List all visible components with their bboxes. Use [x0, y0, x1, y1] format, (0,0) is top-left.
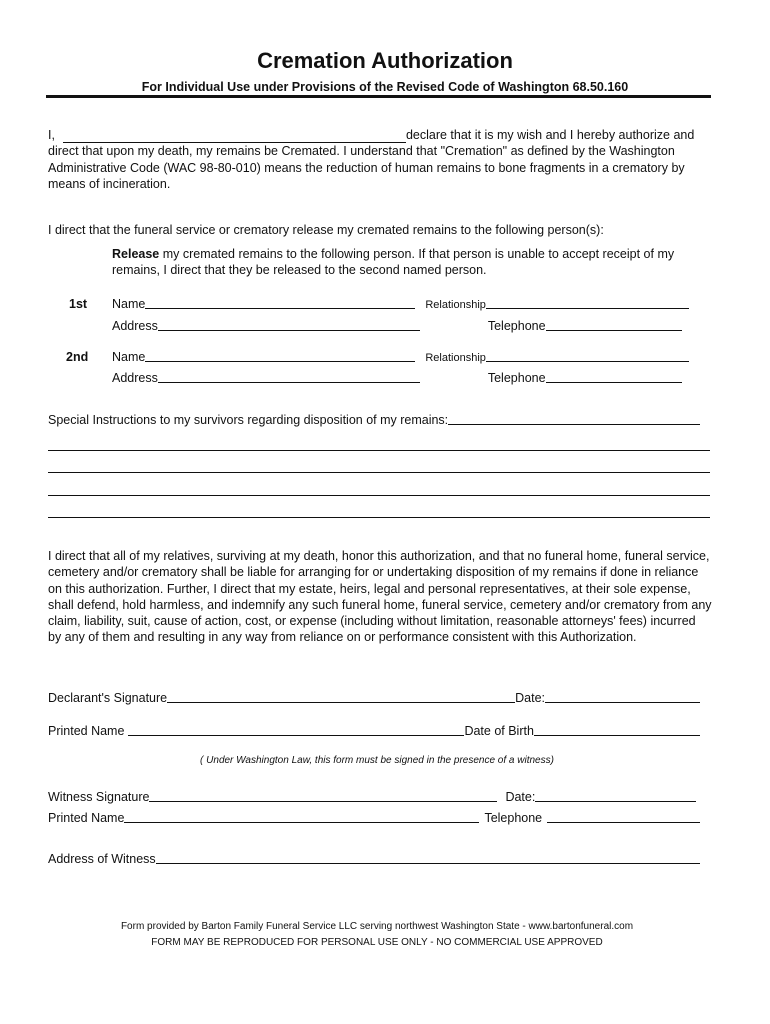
special-instructions-line-4[interactable] [48, 517, 710, 518]
witness-telephone-field[interactable] [547, 810, 700, 823]
release-instruction-text: my cremated remains to the following person. If that person is unable to accept receipt of my remains, I direct that they be released to the second named person. [112, 247, 675, 278]
declarant-printed-name-field[interactable] [128, 723, 464, 736]
footer-reproduction-notice: FORM MAY BE REPRODUCED FOR PERSONAL USE ONLY - NO COMMERCIAL USE APPROVED [151, 937, 603, 948]
witness-telephone-label: Telephone [484, 811, 543, 825]
person-2-relationship-field[interactable] [486, 349, 689, 362]
person-2-name-label: Name [112, 350, 146, 364]
witness-printed-name-label: Printed Name [48, 811, 125, 825]
person-2-address-row [112, 370, 682, 385]
release-bold-word: Release [112, 247, 160, 261]
witness-note: ( Under Washington Law, this form must be signed in the presence of a witness) [200, 755, 554, 766]
witness-address-row [48, 851, 700, 866]
special-instructions-label: Special Instructions to my survivors regarding disposition of my remains: [48, 413, 449, 427]
person-2-telephone-label: Telephone [487, 371, 546, 385]
special-instructions-line-2[interactable] [48, 472, 710, 473]
person-1-address-field[interactable] [158, 318, 420, 331]
indemnity-paragraph: I direct that all of my relatives, surviving at my death, honor this authorization, and that no funeral home, funeral service, cemetery and/or crematory shall be liable for arranging for or undertaking disposition of my remains if done in reliance on this authorization. Further, I direct that my estate, heirs, legal and personal representatives, at their sole expense, shall defend, hold harmless, and indemnify any such funeral home, funeral service, cemetery and/or crematory from any claim, liability, suit, cause of action, cost, or expense (including without limitation, reasonable attorneys' fees) incurred by any of them and resulting in any way from reliance on or performance consistent with this Authorization. [48, 549, 712, 645]
witness-date-label: Date: [505, 790, 536, 804]
declaration-prefix: I, [48, 128, 55, 142]
person-2-address-label: Address [112, 371, 158, 385]
person-2-name-row [66, 349, 689, 364]
witness-date-field[interactable] [535, 789, 696, 802]
special-instructions-field[interactable] [448, 412, 700, 425]
declarant-signature-row [48, 690, 700, 705]
footer-provided-by: Form provided by Barton Family Funeral Service LLC serving northwest Washington State - www.bartonfuneral.com [120, 921, 634, 932]
person-1-address-row [112, 318, 682, 333]
date-of-birth-field[interactable] [534, 723, 700, 736]
person-1-telephone-label: Telephone [487, 319, 546, 333]
declarant-signature-label: Declarant's Signature [48, 691, 168, 705]
person-1-relationship-field[interactable] [486, 296, 689, 309]
form-title: Cremation Authorization [257, 48, 513, 73]
person-1-ordinal: 1st [69, 297, 88, 311]
special-instructions-line-3[interactable] [48, 495, 710, 496]
person-1-telephone-field[interactable] [546, 318, 682, 331]
declaration-line1-suffix: declare that it is my wish and I hereby authorize and [405, 128, 695, 142]
witness-printed-name-row [48, 810, 700, 825]
person-1-relationship-label: Relationship [425, 299, 486, 311]
witness-signature-label: Witness Signature [48, 790, 150, 804]
person-1-address-label: Address [112, 319, 158, 333]
person-2-telephone-field[interactable] [546, 370, 682, 383]
header-divider [46, 95, 711, 98]
declarant-signature-field[interactable] [167, 690, 515, 703]
declarant-date-field[interactable] [545, 690, 700, 703]
declarant-printed-name-label: Printed Name [48, 724, 125, 738]
declaration-paragraph [48, 127, 712, 192]
witness-signature-field[interactable] [149, 789, 497, 802]
special-instructions-line-1[interactable] [48, 450, 710, 451]
release-instruction [112, 246, 692, 279]
person-2-address-field[interactable] [158, 370, 420, 383]
witness-address-label: Address of Witness [48, 852, 156, 866]
date-of-birth-label: Date of Birth [464, 724, 534, 738]
person-1-name-row [69, 296, 689, 311]
declarant-name-field[interactable] [63, 129, 406, 143]
form-subtitle: For Individual Use under Provisions of the Revised Code of Washington 68.50.160 [141, 80, 629, 94]
special-instructions-row [48, 412, 700, 427]
witness-printed-name-field[interactable] [124, 810, 479, 823]
witness-signature-row [48, 789, 696, 804]
declarant-date-label: Date: [515, 691, 546, 705]
person-2-name-field[interactable] [145, 349, 415, 362]
declaration-rest: direct that upon my death, my remains be Cremated. I understand that "Cremation" as defined by the Washington Administrative Code (WAC 98-80-010) means the reduction of human remains to bone fragments in a crematory by means of incineration. [48, 144, 685, 191]
release-direct-text: I direct that the funeral service or crematory release my cremated remains to the following person(s): [48, 223, 604, 237]
person-1-name-label: Name [112, 297, 146, 311]
person-2-relationship-label: Relationship [425, 352, 486, 364]
person-2-ordinal: 2nd [66, 350, 89, 364]
witness-address-field[interactable] [156, 851, 700, 864]
declarant-printed-name-row [48, 723, 700, 738]
person-1-name-field[interactable] [145, 296, 415, 309]
